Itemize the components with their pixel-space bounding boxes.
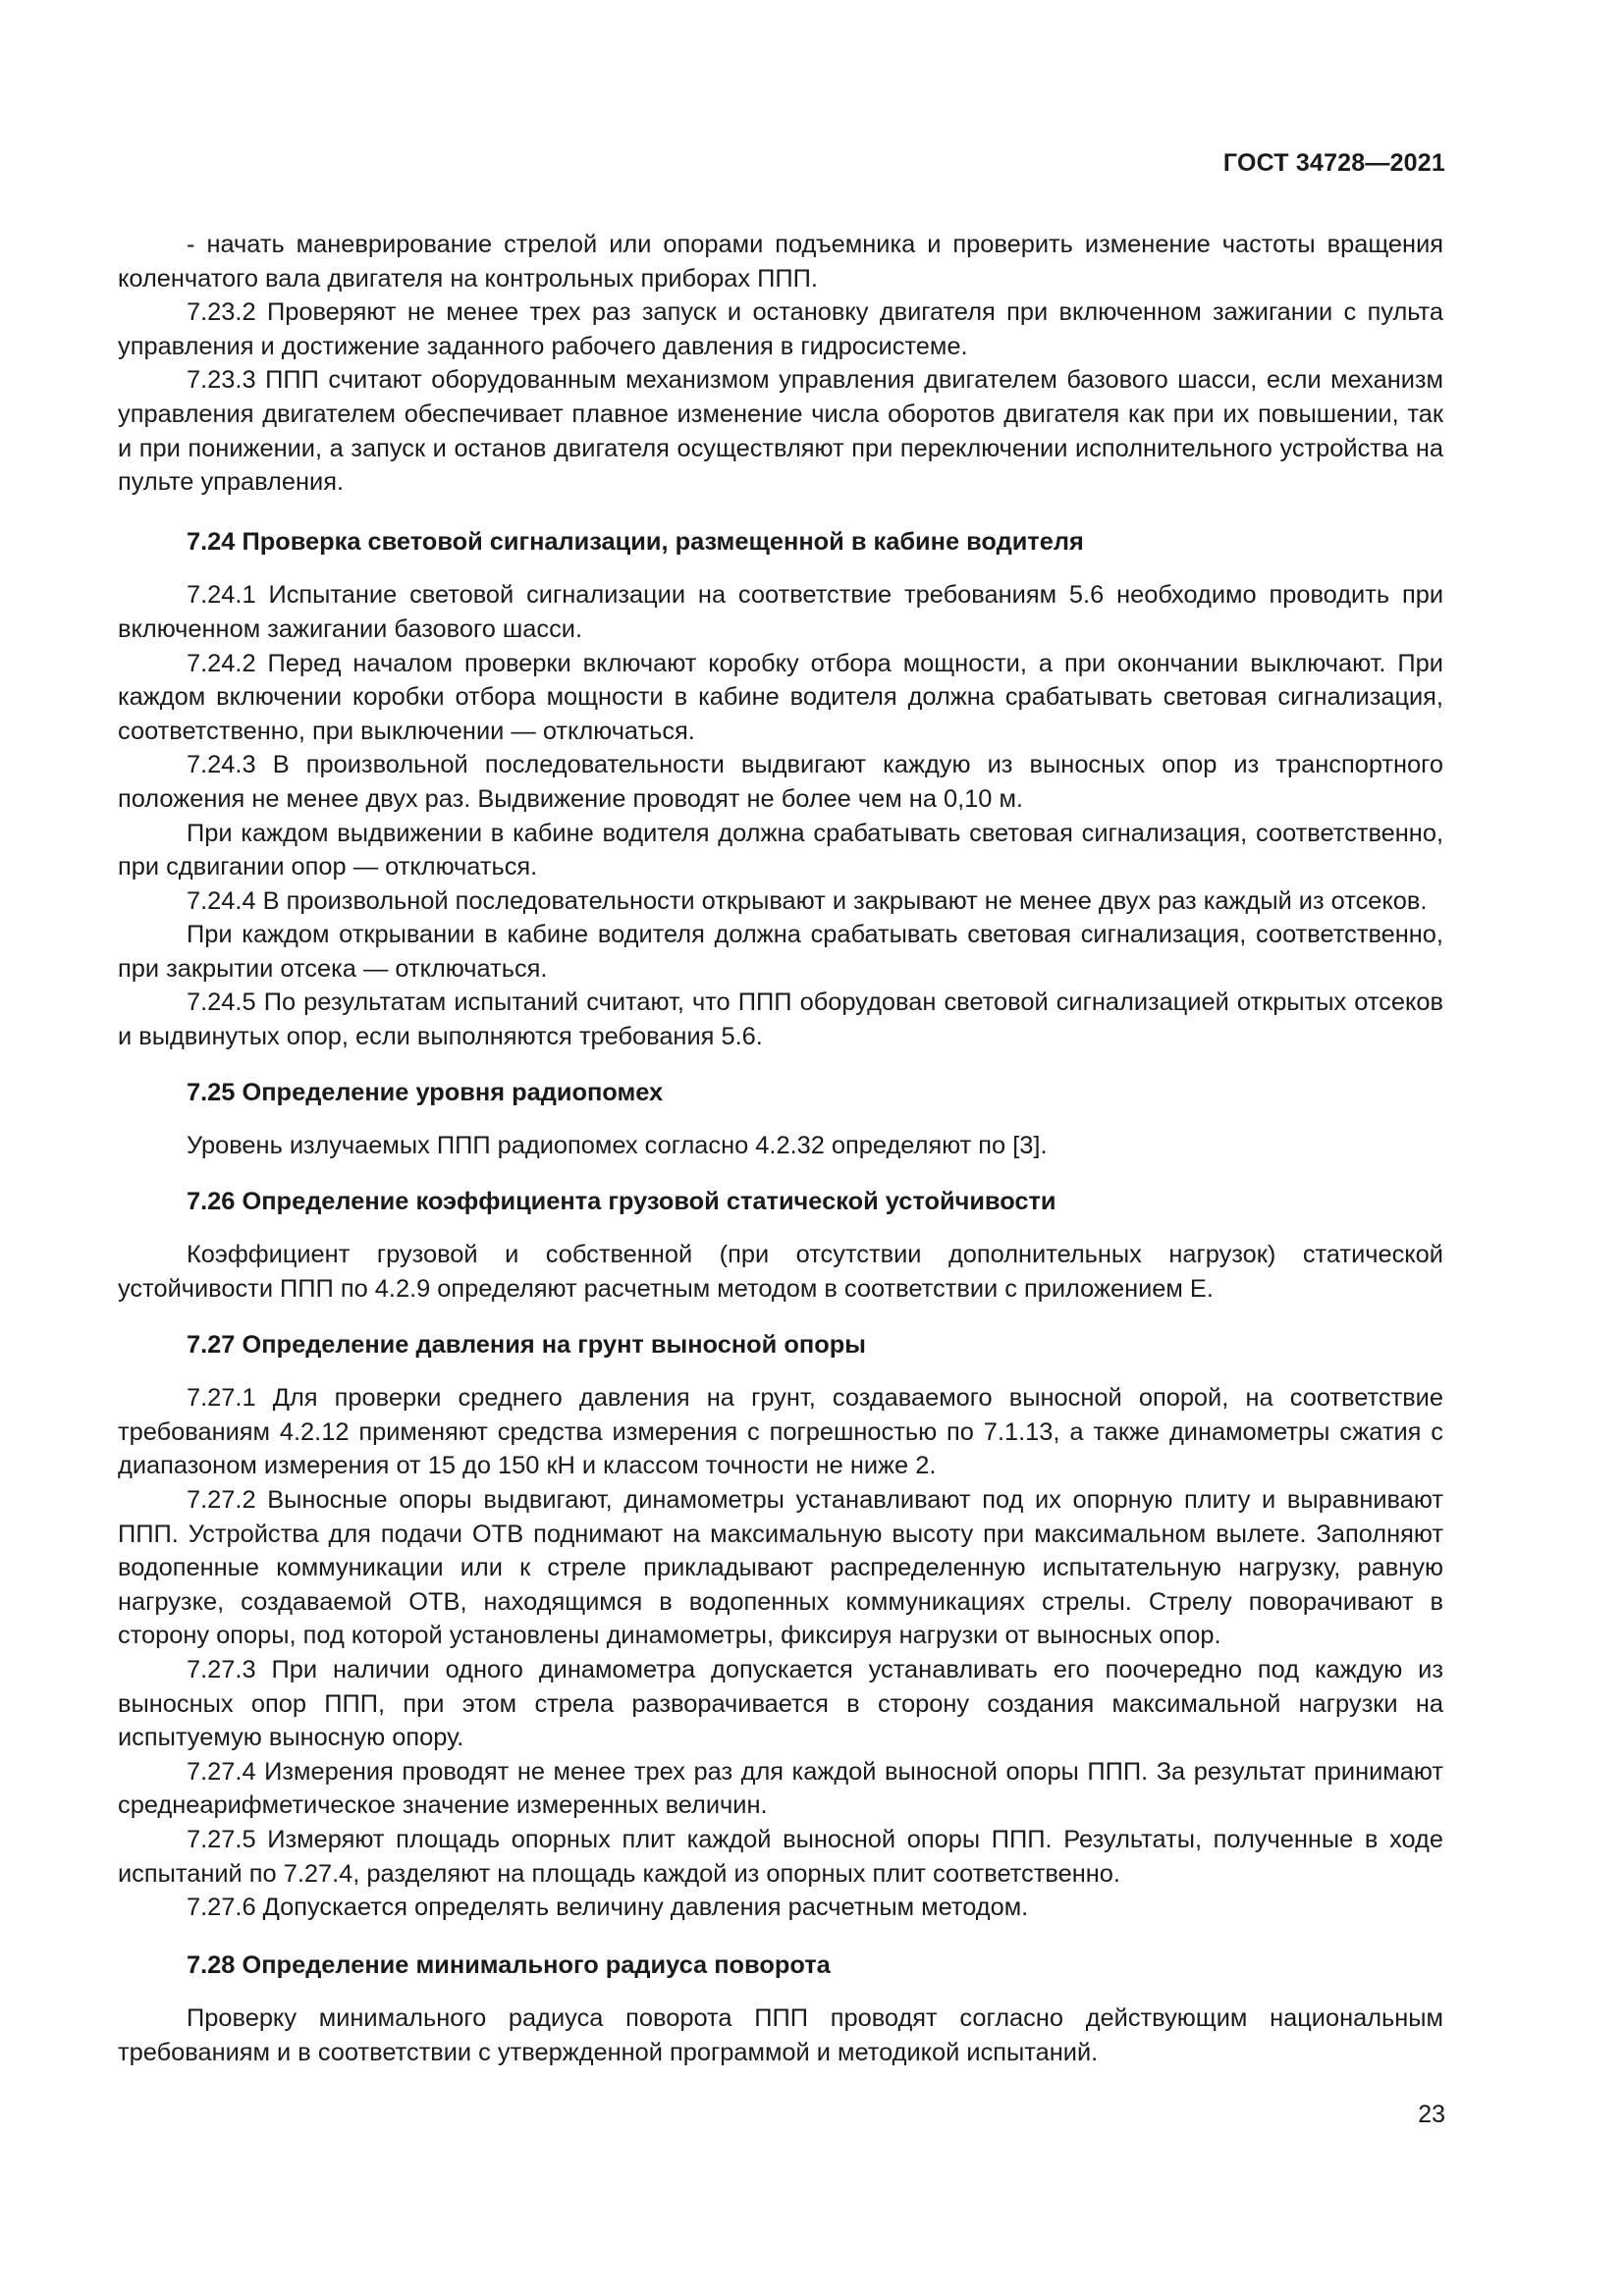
standard-header: ГОСТ 34728—2021 (1222, 149, 1445, 177)
section-heading-7-26: 7.26 Определение коэффициента грузовой статической устойчивости (187, 1187, 1056, 1215)
paragraph-7-27-2: 7.27.2 Выносные опоры выдвигают, динамометры устанавливают под их опорную плиту и выравнивают ППП. Устройства для подачи ОТВ поднимают на максимальную высоту при максимальном вылете. Заполняют водопенные коммуникации или к стреле прикладывают распределенную испытательную нагрузку, равную нагрузке, создаваемой ОТВ, находящимся в водопенных коммуникациях стрелы. Стрелу поворачивают в сторону опоры, под которой установлены динамометры, фиксируя нагрузки от выносных опор. (118, 1486, 1443, 1650)
paragraph-7-28: Проверку минимального радиуса поворота ППП проводят согласно действующим национальным требованиям и в соответствии с утвержденной программой и методикой испытаний. (118, 2004, 1443, 2066)
paragraph-7-26: Коэффициент грузовой и собственной (при отсутствии дополнительных нагрузок) статической устойчивости ППП по 4.2.9 определяют расчетным методом в соответствии с приложением Е. (118, 1241, 1443, 1304)
paragraph-7-27-3: 7.27.3 При наличии одного динамометра допускается устанавливать его поочередно под каждую из выносных опор ППП, при этом стрела разворачивается в сторону создания максимальной нагрузки на испытуемую выносную опору. (118, 1655, 1443, 1752)
paragraph-7-24-3-cont: При каждом выдвижении в кабине водителя должна срабатывать световая сигнализация, соответственно, при сдвигании опор — отключаться. (118, 819, 1443, 881)
paragraph-7-24-4-cont: При каждом открывании в кабине водителя должна срабатывать световая сигнализация, соответственно, при закрытии отсека — отключаться. (118, 921, 1443, 983)
section-heading-7-25: 7.25 Определение уровня радиопомех (187, 1078, 664, 1106)
paragraph-7-23-2: 7.23.2 Проверяют не менее трех раз запуск и остановку двигателя при включенном зажигании с пульта управления и достижение заданного рабочего давления в гидросистеме. (118, 298, 1443, 360)
section-heading-7-24: 7.24 Проверка световой сигнализации, размещенной в кабине водителя (187, 527, 1084, 556)
section-heading-7-28: 7.28 Определение минимального радиуса поворота (187, 1950, 831, 1979)
paragraph-7-24-2: 7.24.2 Перед началом проверки включают коробку отбора мощности, а при окончании выключают. При каждом включении коробки отбора мощности в кабине водителя должна срабатывать световая сигнализация, соответственно, при выключении — отключаться. (118, 649, 1443, 745)
paragraph-7-27-4: 7.27.4 Измерения проводят не менее трех раз для каждой выносной опоры ППП. За результат принимают среднеарифметическое значение измеренных величин. (118, 1757, 1443, 1820)
paragraph-7-24-3: 7.24.3 В произвольной последовательности выдвигают каждую из выносных опор из транспортного положения не менее двух раз. Выдвижение проводят не более чем на 0,10 м. (118, 751, 1443, 813)
document-body (118, 228, 1443, 2070)
paragraph-7-24-4: 7.24.4 В произвольной последовательности открывают и закрывают не менее двух раз каждый из отсеков. (187, 886, 1428, 915)
paragraph-7-23-1-cont: - начать маневрирование стрелой или опорами подъемника и проверить изменение частоты вращения коленчатого вала двигателя на контрольных приборах ППП. (118, 231, 1443, 293)
section-heading-7-27: 7.27 Определение давления на грунт выносной опоры (187, 1330, 866, 1359)
paragraph-7-25: Уровень излучаемых ППП радиопомех согласно 4.2.32 определяют по [3]. (187, 1132, 1048, 1160)
paragraph-7-24-1: 7.24.1 Испытание световой сигнализации на соответствие требованиям 5.6 необходимо проводить при включенном зажигании базового шасси. (118, 581, 1443, 643)
paragraph-7-27-1: 7.27.1 Для проверки среднего давления на грунт, создаваемого выносной опорой, на соответствие требованиям 4.2.12 применяют средства измерения с погрешностью по 7.1.13, а также динамометры сжатия с диапазоном измерения от 15 до 150 кН и классом точности не ниже 2. (118, 1384, 1443, 1480)
page-number: 23 (1418, 2101, 1445, 2128)
paragraph-7-24-5: 7.24.5 По результатам испытаний считают, что ППП оборудован световой сигнализацией открытых отсеков и выдвинутых опор, если выполняются требования 5.6. (118, 988, 1443, 1051)
paragraph-7-27-5: 7.27.5 Измеряют площадь опорных плит каждой выносной опоры ППП. Результаты, полученные в ходе испытаний по 7.27.4, разделяют на площадь каждой из опорных плит соответственно. (118, 1825, 1443, 1888)
paragraph-7-23-3: 7.23.3 ППП считают оборудованным механизмом управления двигателем базового шасси, если механизм управления двигателем обеспечивает плавное изменение числа оборотов двигателя как при их повышении, так и при понижении, а запуск и останов двигателя осуществляют при переключении исполнительного устройства на пульте управления. (118, 366, 1443, 497)
paragraph-7-27-6: 7.27.6 Допускается определять величину давления расчетным методом. (187, 1894, 1029, 1922)
